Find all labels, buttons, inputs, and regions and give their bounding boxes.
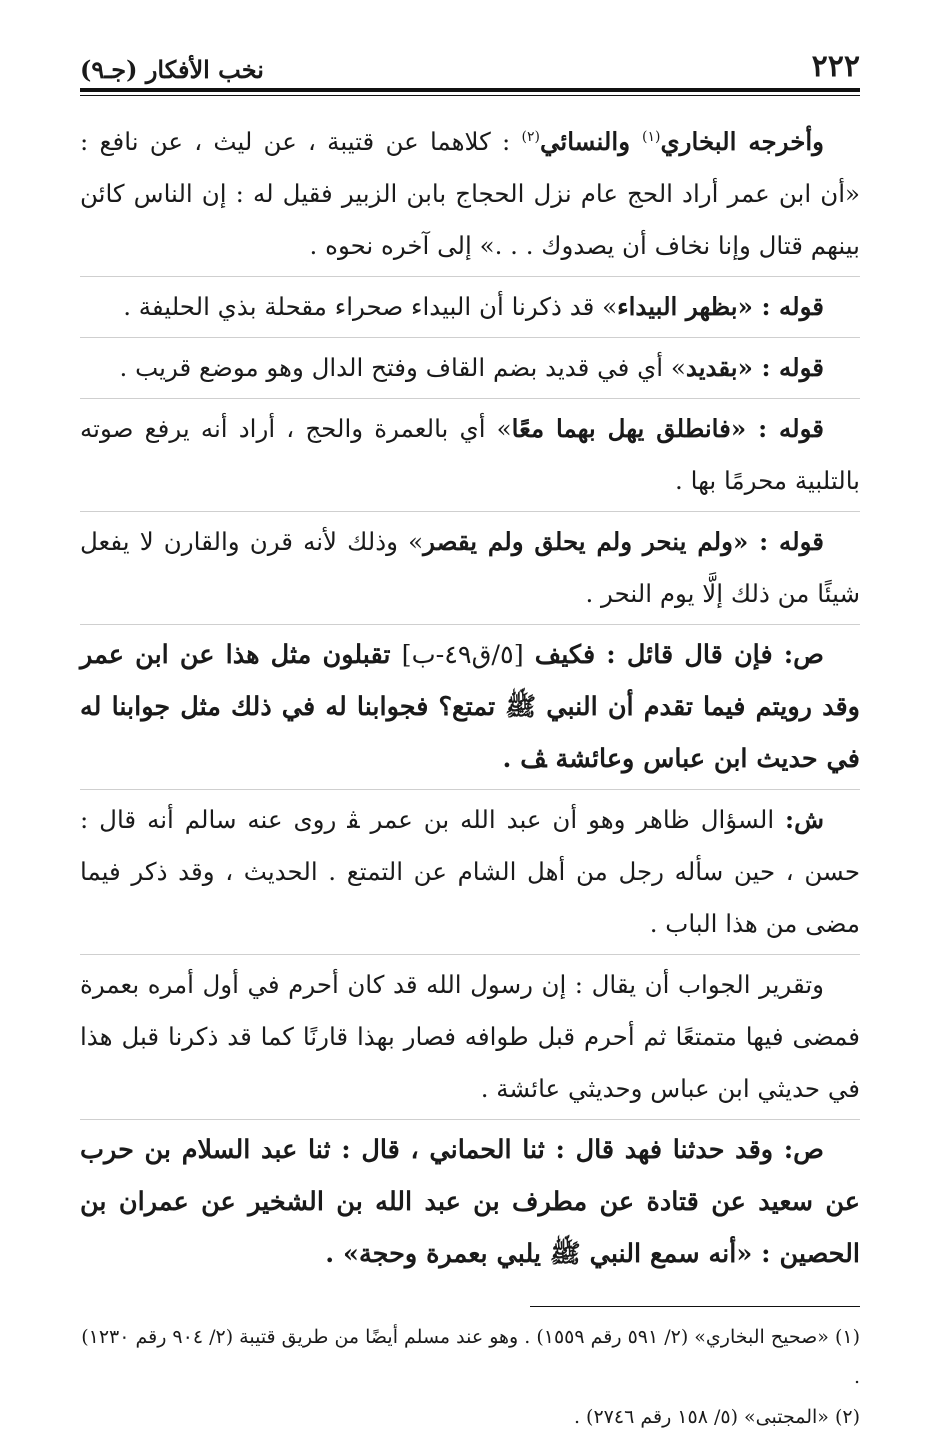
header-rule-thick — [80, 88, 860, 92]
paragraph-sharh — [80, 789, 860, 954]
header-rule-thin — [80, 95, 860, 96]
paragraph-gloss-ihlal — [80, 398, 860, 511]
answer-text: وتقرير الجواب أن يقال : إن رسول الله قد كان أحرم في أول أمره بعمرة فمضى فيها متمتعًا ثم أحرم قبل طوافه فصار بهذا قارنًا كما قد ذكرنا قبل هذا في حديثي ابن عباس وحديثي عائشة . — [80, 970, 860, 1103]
footnotes — [80, 1317, 860, 1437]
gloss-lead: قوله : « — [730, 414, 825, 443]
footnote-separator — [530, 1306, 860, 1307]
page-number: ٢٢٢ — [811, 49, 860, 84]
gloss-term: ولم ينحر ولم يحلق ولم يقصر — [423, 527, 733, 556]
hadith-text: ص: وقد حدثنا فهد قال : ثنا الحماني ، قال : ثنا عبد السلام بن حرب عن سعيد عن قتادة عن مطرف بن عبد الله بن الشخير عن عمران بن الحصين : «أنه سمع النبي ﷺ يلبي بعمرة وحجة» . — [80, 1135, 860, 1269]
gloss-term: بظهر البيداء — [617, 292, 738, 321]
takhrij-text: : كلاهما عن قتيبة ، عن ليث ، عن نافع : «أن ابن عمر أراد الحج عام نزل الحجاج بابن الزبير فقيل له : إن الناس كائن بينهم قتال وإنا نخاف أن يصدوك . . .» إلى آخره نحوه . — [80, 127, 860, 260]
footnote-marker-2[interactable]: (٢) — [521, 128, 540, 145]
matn-text-start: ص: فإن قال قائل : فكيف — [523, 640, 824, 670]
paragraph-matn-hadith — [80, 1119, 860, 1284]
gloss-term: فانطلق يهل بهما معًا — [511, 414, 731, 443]
manuscript-reference: [٥/ق٤٩-ب] — [401, 640, 524, 670]
gloss-text: » أي في قديد بضم القاف وفتح الدال وهو موضع قريب . — [119, 353, 686, 382]
gloss-term: بقديد — [685, 353, 738, 382]
running-title: نخب الأفكار (جـ٩) — [80, 55, 264, 84]
gloss-lead: قوله : « — [737, 292, 824, 321]
paragraph-gloss-qudayd — [80, 337, 860, 398]
paragraph-answer — [80, 954, 860, 1119]
matn-text-end: تقبلون مثل هذا عن ابن عمر وقد رويتم فيما تقدم أن النبي ﷺ تمتع؟ فجوابنا له في ذلك مثل جوابنا له في حديث ابن عباس وعائشة ﭫ . — [80, 640, 860, 774]
footnote-marker-1[interactable]: (١) — [642, 128, 661, 145]
book-page — [80, 40, 860, 1437]
paragraph-takhrij — [80, 116, 860, 276]
main-text — [80, 116, 860, 1284]
sharh-label: ش: — [785, 805, 824, 834]
nasai-label: والنسائي — [539, 127, 642, 156]
sharh-text: السؤال ظاهر وهو أن عبد الله بن عمر ﭭ روى عنه سالم أنه قال : حسن ، حين سأله رجل من أهل الشام عن التمتع . الحديث ، وقد ذكر فيما مضى من هذا الباب . — [80, 805, 860, 938]
paragraph-gloss-nahr — [80, 511, 860, 624]
gloss-text: » وذلك لأنه قرن والقارن لا يفعل شيئًا من ذلك إلَّا يوم النحر . — [80, 527, 860, 608]
footnote-2: (٢) «المجتبى» (٥/ ١٥٨ رقم ٢٧٤٦) . — [573, 1406, 860, 1428]
bukhari-label: وأخرجه البخاري — [660, 127, 824, 156]
paragraph-gloss-bayda — [80, 276, 860, 337]
gloss-text: » أي بالعمرة والحج ، أراد أنه يرفع صوته بالتلبية محرمًا بها . — [80, 414, 860, 495]
gloss-lead: قوله : « — [737, 353, 824, 382]
page-header — [80, 40, 860, 84]
gloss-lead: قوله : « — [732, 527, 824, 556]
gloss-text: » قد ذكرنا أن البيداء صحراء مقحلة بذي الحليفة . — [123, 292, 618, 321]
footnote-1: (١) «صحيح البخاري» (٢/ ٥٩١ رقم ١٥٥٩) . وهو عند مسلم أيضًا من طريق قتيبة (٢/ ٩٠٤ رقم ١٢٣٠) . — [81, 1326, 860, 1388]
paragraph-matn-question — [80, 624, 860, 789]
